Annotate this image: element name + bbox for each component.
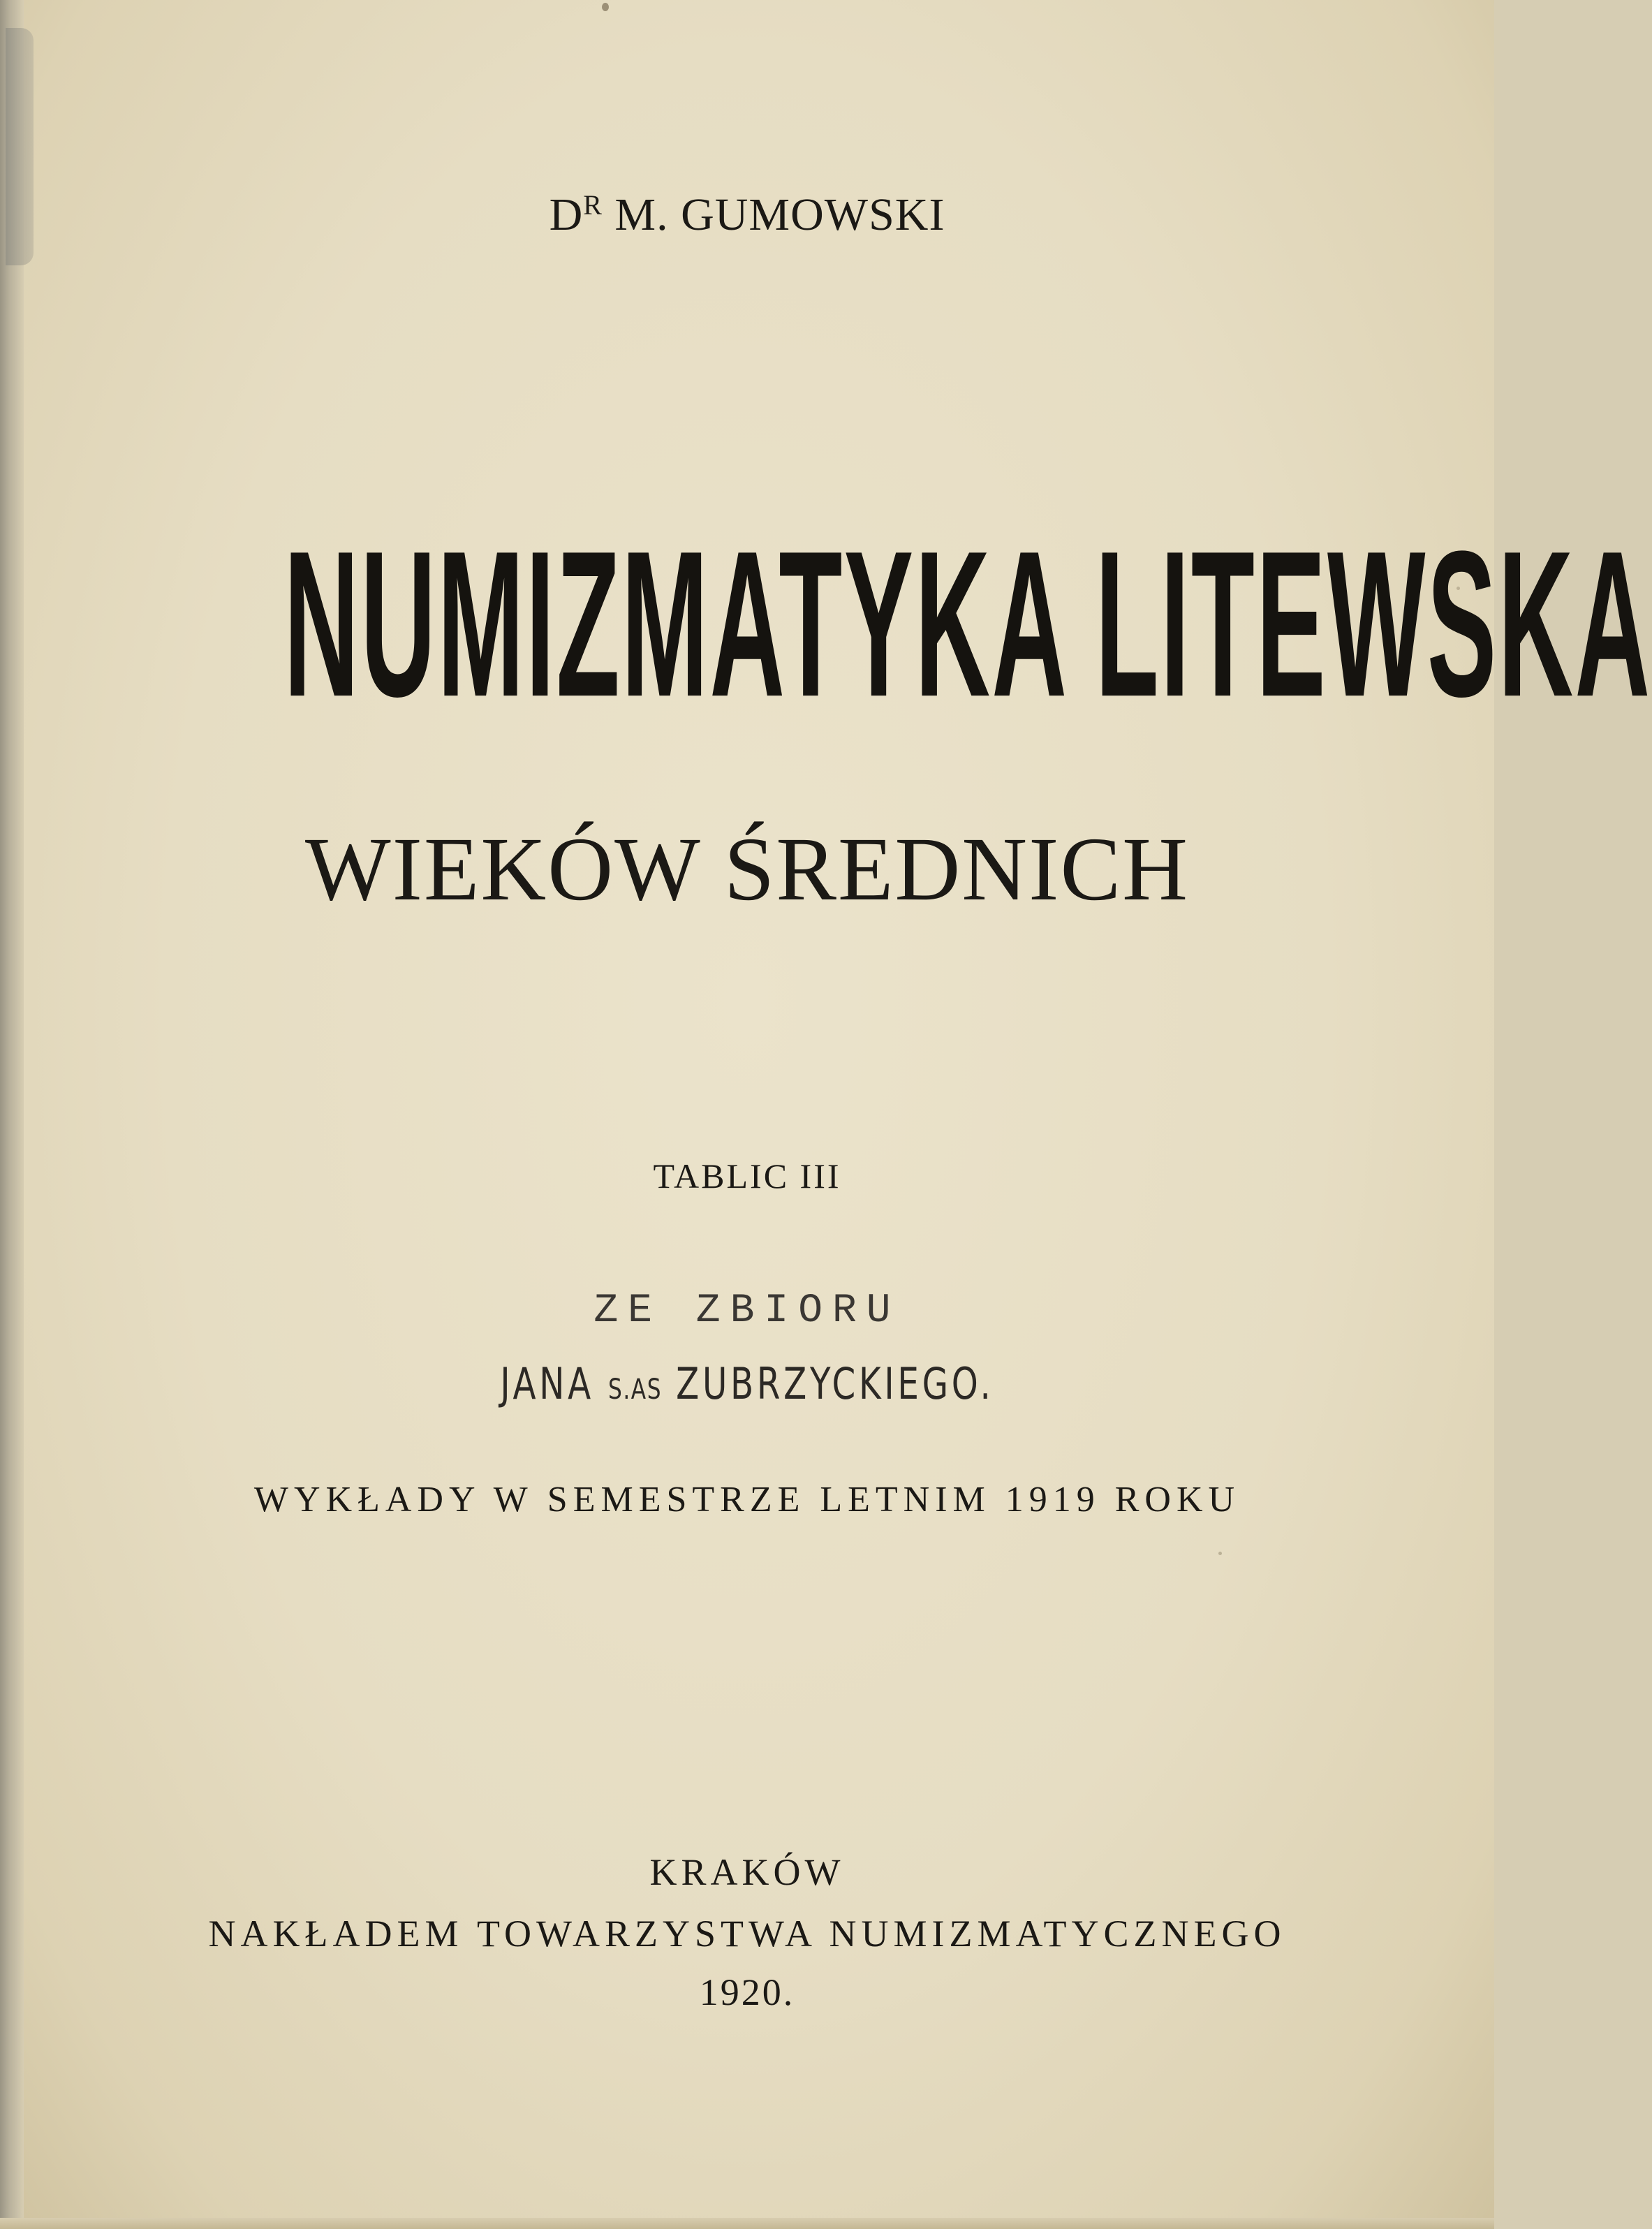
stamp-name-first: JANA (500, 1358, 594, 1409)
publication-city: KRAKÓW (649, 1851, 845, 1893)
author-name: M. GUMOWSKI (602, 189, 945, 240)
author (0, 189, 1494, 242)
page-left-edge (0, 0, 24, 2229)
page-bottom-edge (0, 2218, 1494, 2229)
publication-year: 1920. (699, 1971, 795, 2013)
author-prefix-superscript: R (583, 189, 603, 221)
author-prefix: D (549, 189, 584, 240)
ownership-stamp-line-1: ZE ZBIORU (593, 1288, 901, 1334)
stamp-name-surname: ZUBRZYCKIEGO. (676, 1358, 994, 1409)
ownership-stamp-line-2 (164, 1358, 1329, 1409)
paper-speck (602, 3, 609, 11)
book-subtitle: WIEKÓW ŚREDNICH (304, 819, 1190, 920)
lectures-note: WYKŁADY W SEMESTRZE LETNIM 1919 ROKU (253, 1480, 1241, 1520)
plates-count: TABLIC III (653, 1156, 841, 1196)
paper-speck (1218, 1552, 1222, 1555)
stamp-name-sas: S.AS (607, 1374, 663, 1406)
publisher: NAKŁADEM TOWARZYSTWA NUMIZMATYCZNEGO (208, 1913, 1286, 1955)
book-title: NUMIZMATYKA LITEWSKA (283, 508, 1652, 740)
